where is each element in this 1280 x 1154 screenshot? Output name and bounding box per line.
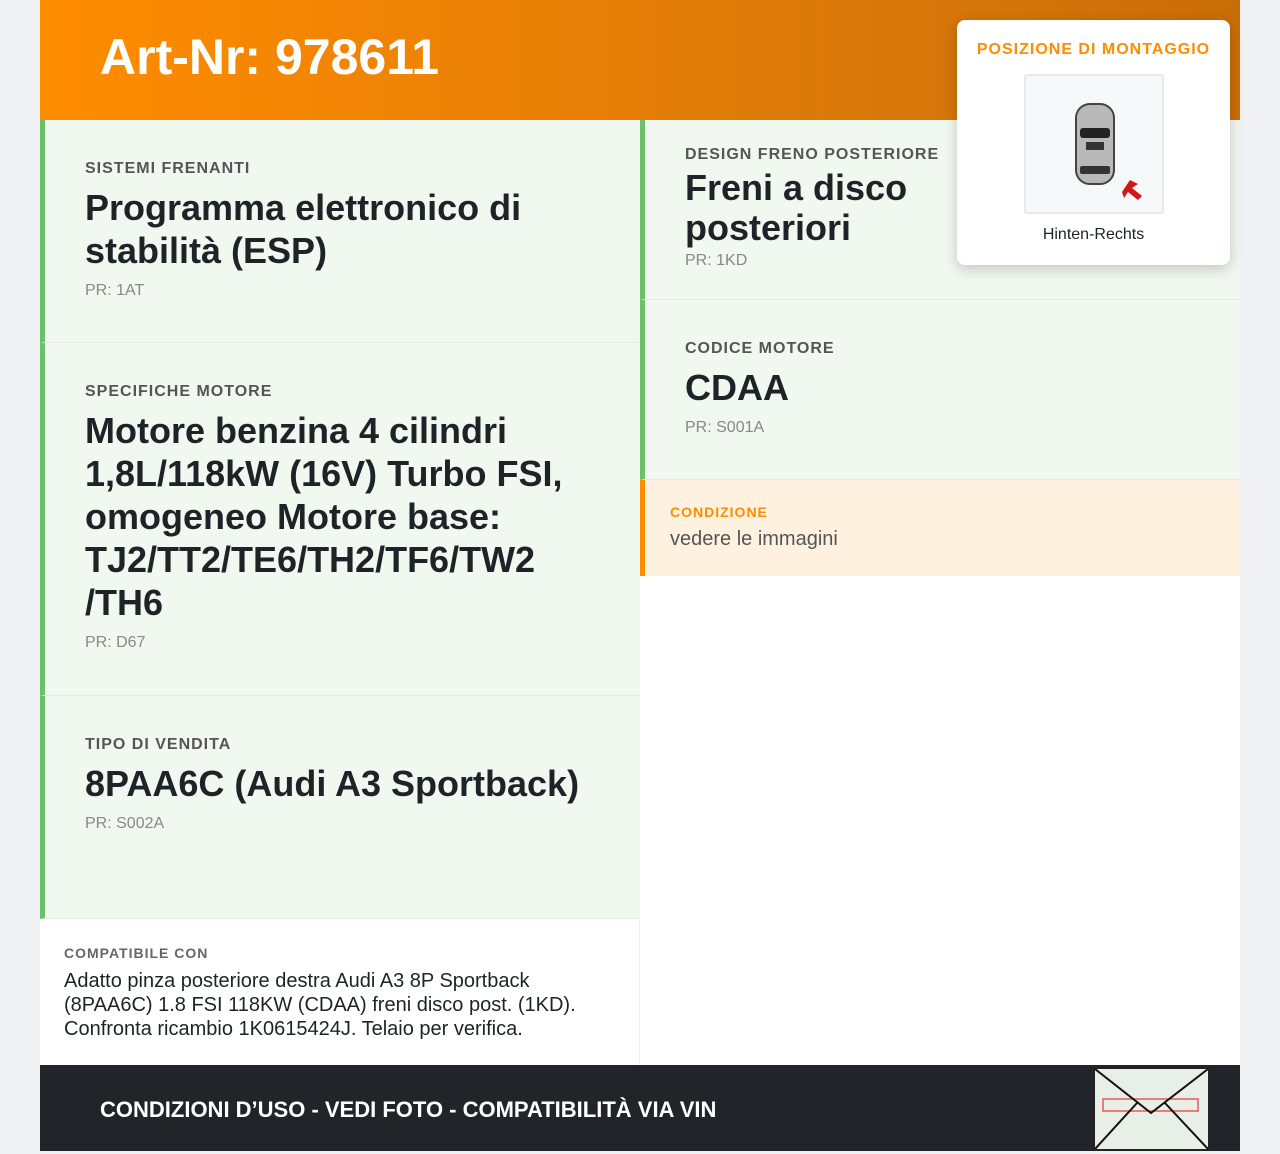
compatible-section (40, 919, 640, 1065)
card-engine-specs (40, 343, 640, 696)
envelope-icon (1095, 1069, 1208, 1149)
footer (40, 1065, 1240, 1151)
car-position-image (1024, 74, 1164, 214)
popup-caption: Hinten-Rechts (1042, 226, 1145, 243)
card-pr: PR: D67 (85, 634, 146, 651)
car-top-view-icon (1026, 76, 1162, 212)
card-label: SISTEMI FRENANTI (85, 160, 251, 177)
card-value: Programma elettronico di stabilità (ESP) (85, 187, 522, 271)
card-pr: PR: 1KD (685, 252, 748, 269)
compatible-label: COMPATIBILE CON (64, 945, 209, 961)
card-sales-type (40, 696, 640, 919)
card-pr: PR: 1AT (85, 282, 145, 299)
condition-value: vedere le immagini (670, 528, 838, 550)
compatible-value: Adatto pinza posteriore destra Audi A3 8P Sportback (8PAA6C) 1.8 FSI 118KW (CDAA) freni disco post. (1KD). Confronta ricambio 1K0615424J. Telaio per verifica. (64, 970, 576, 1040)
card-value: CDAA (685, 367, 789, 408)
card-pr: PR: S001A (685, 419, 765, 436)
card-value: 8PAA6C (Audi A3 Sportback) (85, 763, 580, 804)
footer-text: CONDIZIONI D’USO - VEDI FOTO - COMPATIBILITÀ VIA VIN (100, 1097, 717, 1122)
card-label: SPECIFICHE MOTORE (85, 383, 273, 400)
card-engine-code (640, 300, 1240, 480)
condition-card (640, 480, 1240, 576)
card-value: Motore benzina 4 cilindri 1,8L/118kW (16V) Turbo FSI, omogeneo Motore base: TJ2/TT2/TE6/TH2/TF6/TW2 /TH6 (85, 410, 563, 623)
card-label: DESIGN FRENO POSTERIORE (685, 146, 940, 163)
card-value: Freni a disco posteriori (685, 167, 908, 248)
card-label: CODICE MOTORE (685, 340, 835, 357)
vin-thumbnail[interactable] (1093, 1067, 1210, 1151)
card-brake-system (40, 120, 640, 343)
popup-label: POSIZIONE DI MONTAGGIO (976, 41, 1211, 58)
card-pr: PR: S002A (85, 815, 165, 832)
card-label: TIPO DI VENDITA (85, 736, 232, 753)
condition-label: CONDIZIONE (670, 504, 768, 520)
page-title: Art-Nr: 978611 (100, 29, 440, 85)
mounting-position-popup (957, 20, 1230, 265)
